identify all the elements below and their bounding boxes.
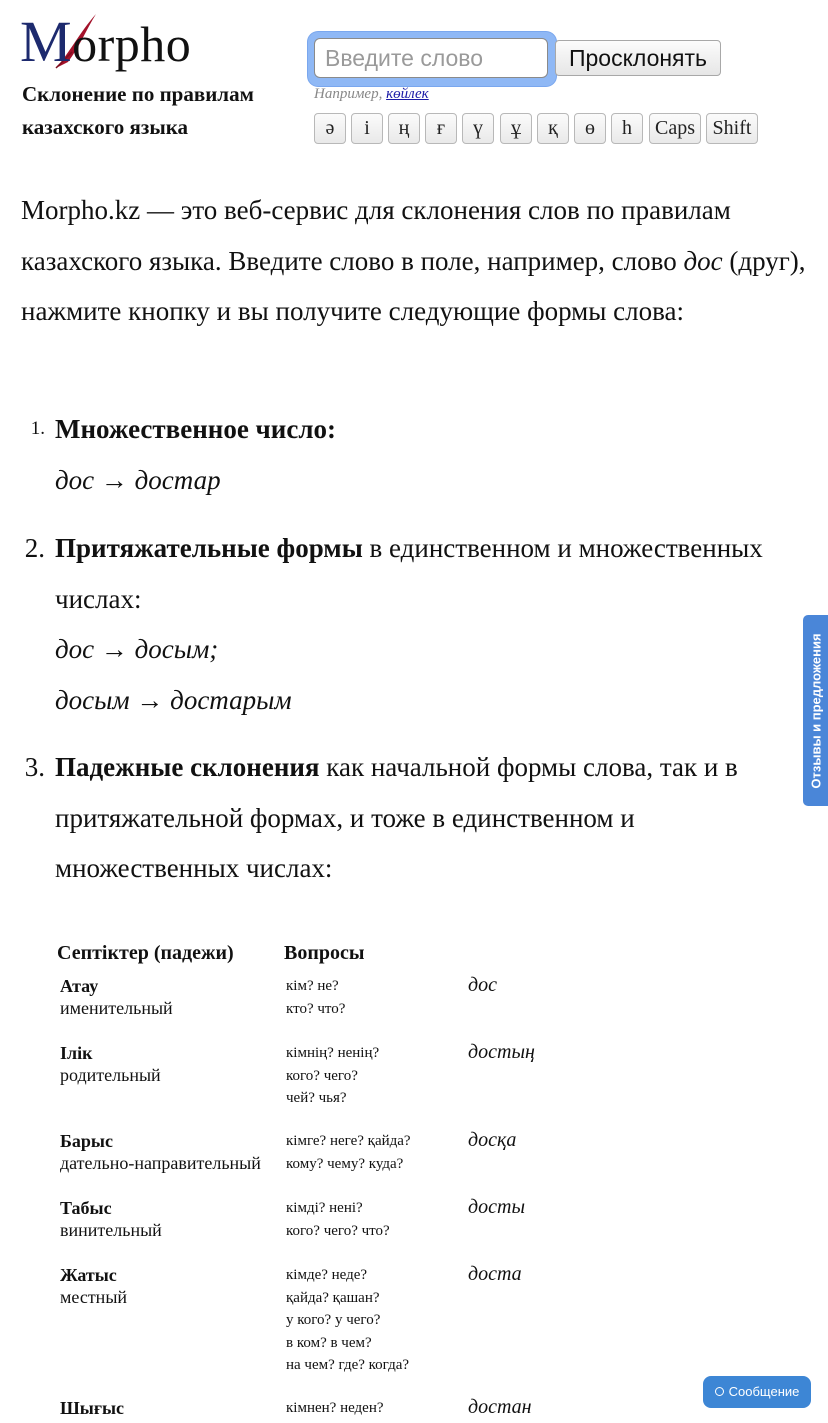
search-input[interactable] [314, 38, 548, 78]
message-label: Сообщение [728, 1384, 800, 1399]
logo-rest: orpho [72, 16, 192, 72]
case-form: доста [468, 1263, 522, 1285]
list-example: досым → достарым [55, 684, 292, 715]
feedback-label: Отзывы и предложения [808, 632, 823, 789]
case-kz: Жатыс [60, 1265, 117, 1285]
list-item-title: Падежные склонения [55, 752, 320, 782]
example-prefix: Например, [314, 86, 383, 102]
decline-button[interactable]: Просклонять [555, 40, 721, 76]
list-item-text: как начальной формы слова, так и в притяжательной формах, и тоже в единственном и множественных числах: [55, 752, 738, 883]
list-item-title: Притяжательные формы [55, 533, 363, 563]
key-i[interactable]: і [351, 113, 383, 144]
table-header-questions: Вопросы [284, 942, 365, 964]
key-h[interactable]: һ [611, 113, 643, 144]
case-form: досты [468, 1196, 525, 1218]
tagline: Склонение по правилам казахского языка [22, 82, 254, 139]
key-schwa[interactable]: ә [314, 113, 346, 144]
case-ru: винительный [60, 1220, 162, 1240]
case-form: достың [468, 1041, 535, 1063]
list-example: дос → достар [55, 464, 221, 495]
intro-text-1: Morpho.kz — это веб-сервис для склонения слов по правилам казахского языка. Введите слово в поле, например, слово [21, 195, 731, 276]
case-kz: Табыс [60, 1198, 112, 1218]
key-o-bar[interactable]: ө [574, 113, 606, 144]
case-ru: именительный [60, 998, 173, 1018]
list-item-cases [24, 742, 795, 894]
table-header-cases: Септіктер (падежи) [57, 942, 234, 964]
case-questions: кімді? нені? кого? чего? что? [286, 1200, 390, 1239]
key-u-bar[interactable]: ұ [500, 113, 532, 144]
case-kz: Ілік [60, 1043, 93, 1063]
case-form: дос [468, 974, 497, 996]
intro-example-word: дос [683, 245, 723, 276]
list-number: 3. [24, 752, 45, 782]
logo[interactable] [20, 10, 220, 76]
list-example: дос → досым; [55, 634, 219, 664]
list-item-plural [30, 404, 795, 505]
key-q[interactable]: қ [537, 113, 569, 144]
chat-status-icon [715, 1387, 724, 1396]
logo-text: Morpho [20, 9, 192, 74]
feedback-tab[interactable] [803, 615, 828, 806]
case-kz: Барыс [60, 1131, 113, 1151]
case-kz: Шығыс [60, 1398, 125, 1418]
example-hint [314, 86, 429, 103]
case-questions: кімнен? неден? [286, 1400, 384, 1416]
list-item-title: Множественное число: [55, 414, 336, 444]
message-button[interactable] [703, 1376, 811, 1408]
case-form: достан [468, 1396, 532, 1418]
intro-text-2: (друг), нажмите кнопку и вы получите следующие формы слова: [21, 245, 806, 326]
key-ng[interactable]: ң [388, 113, 420, 144]
list-item-possessive [24, 523, 795, 725]
search-focus-ring [308, 32, 556, 86]
case-ru: местный [60, 1287, 128, 1307]
case-questions: кім? не? кто? что? [286, 978, 346, 1017]
case-form: досқа [468, 1129, 517, 1151]
example-word-link[interactable]: көйлек [386, 86, 429, 102]
case-questions: кімнің? ненің? кого? чего? чей? чья? [286, 1045, 380, 1106]
case-ru: родительный [60, 1065, 161, 1085]
key-gh[interactable]: ғ [425, 113, 457, 144]
list-number: 2. [24, 533, 45, 563]
case-kz: Атау [60, 976, 99, 996]
key-caps[interactable]: Caps [649, 113, 701, 144]
key-u[interactable]: ү [462, 113, 494, 144]
list-number: 1. [30, 418, 45, 439]
key-shift[interactable]: Shift [706, 113, 758, 144]
case-ru: дательно-направительный [60, 1153, 261, 1173]
intro-paragraph [21, 185, 811, 337]
list-item-text: в единственном и множественных числах: [55, 533, 763, 614]
case-questions: кімде? неде? қайда? қашан? у кого? у чего? в ком? в чем? на чем? где? когда? [286, 1267, 410, 1373]
case-questions: кімге? неге? қайда? кому? чему? куда? [286, 1133, 411, 1172]
